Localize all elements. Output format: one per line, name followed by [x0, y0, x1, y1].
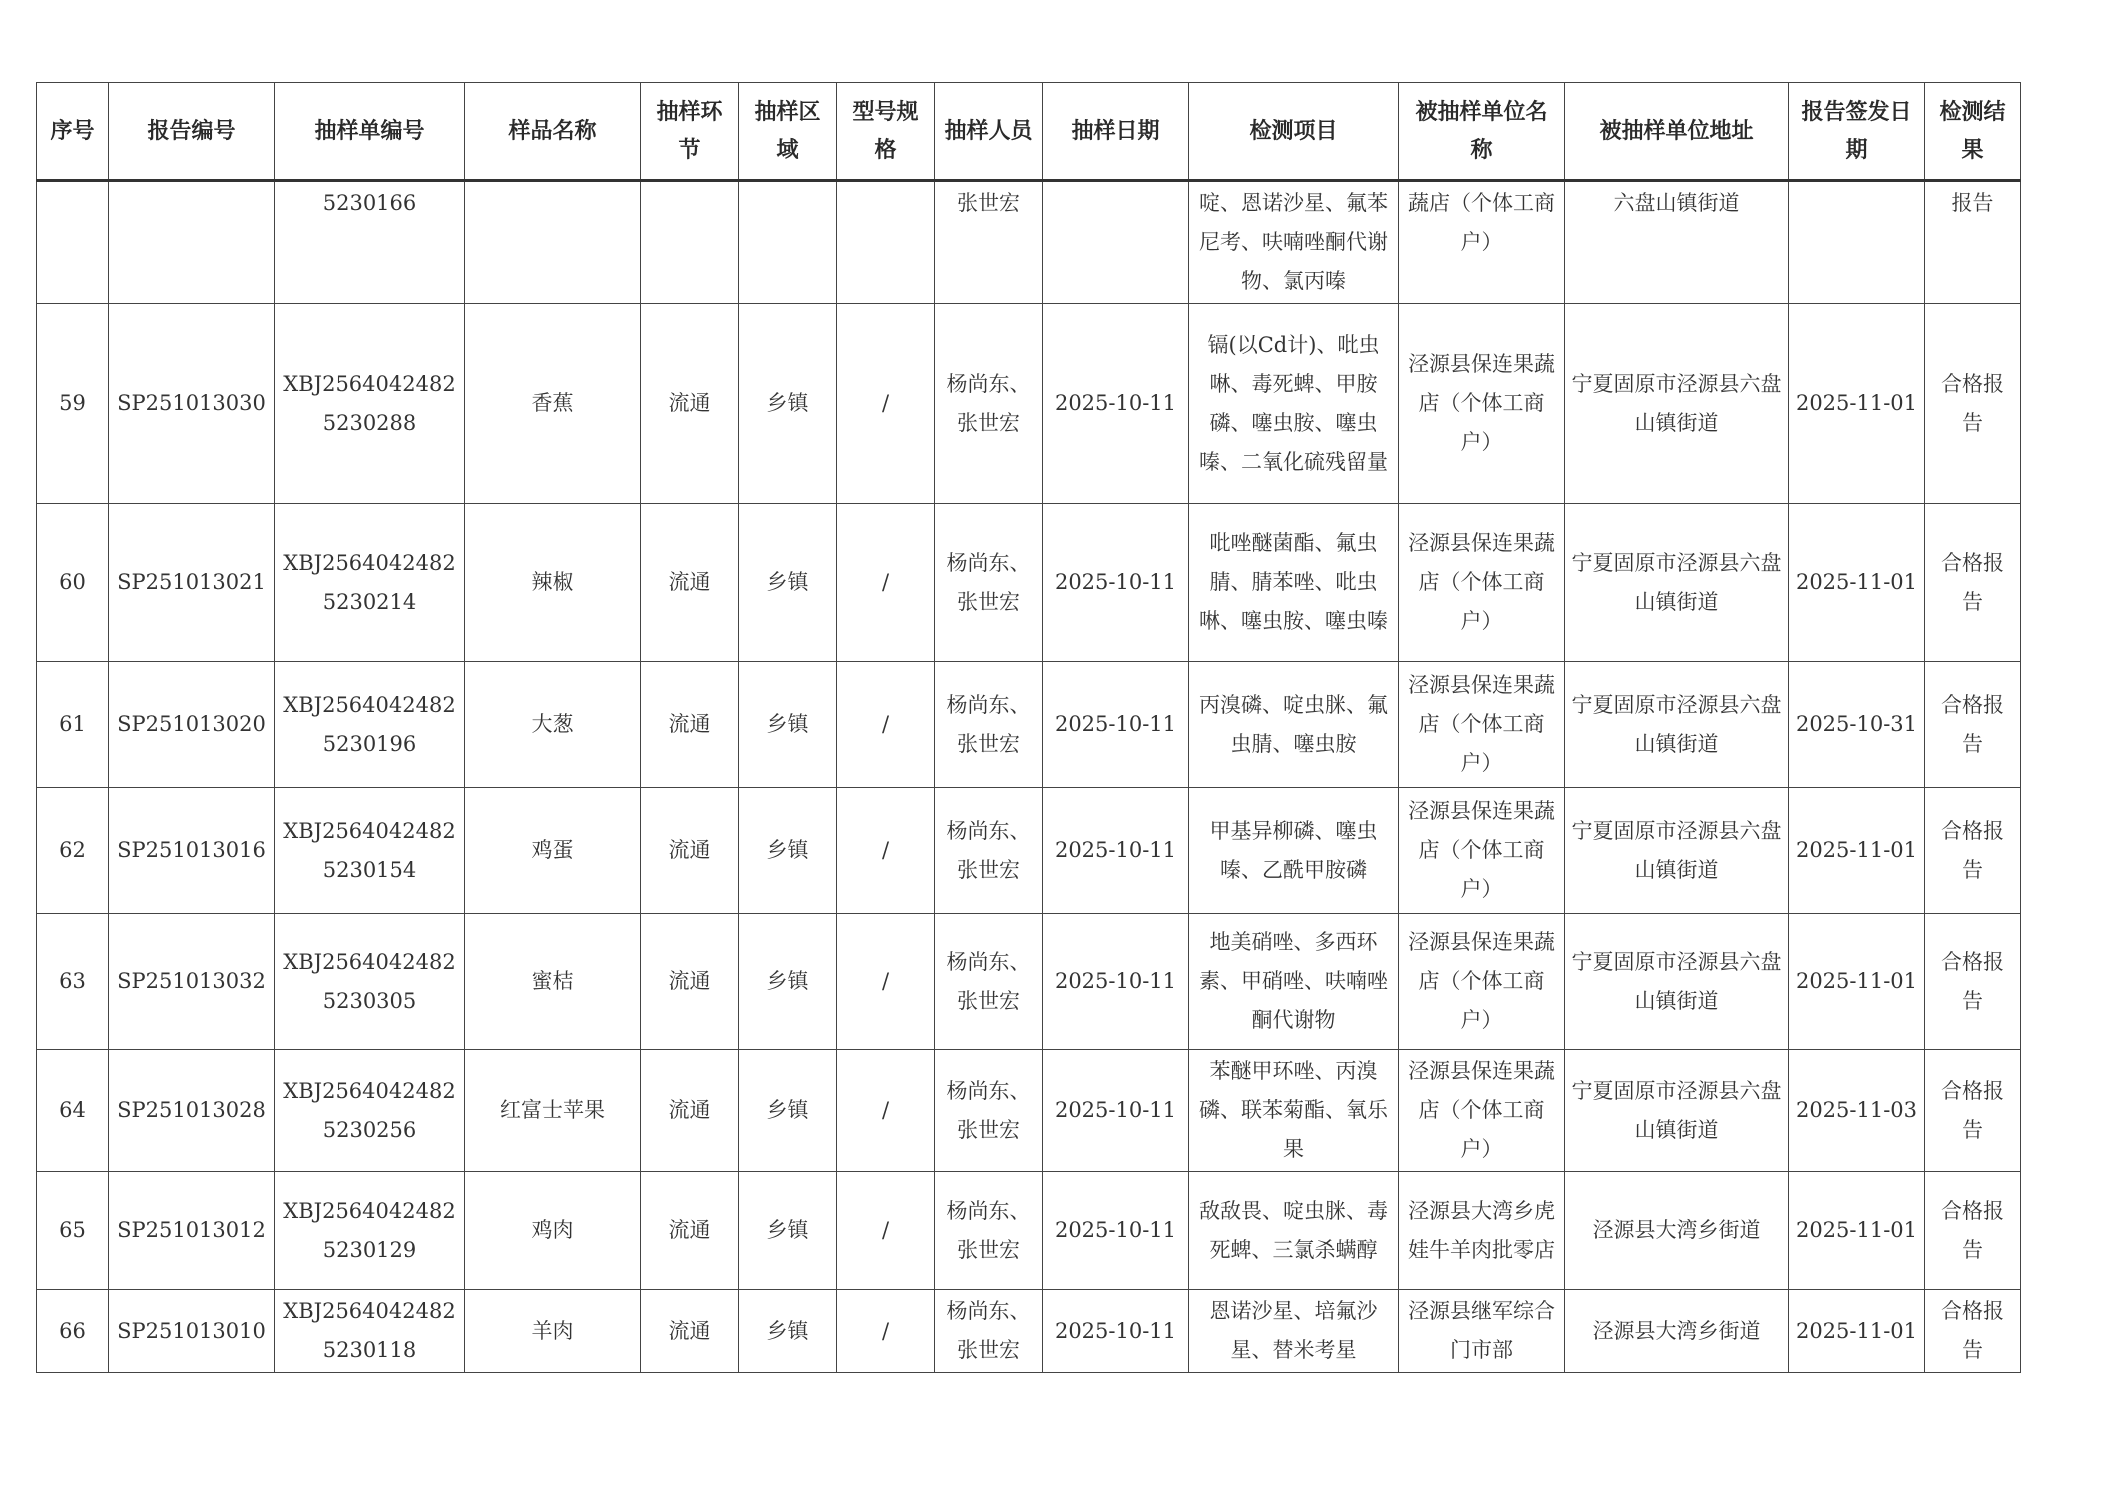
cell-report-no: SP251013032 — [109, 914, 275, 1050]
cell-report-no: SP251013021 — [109, 504, 275, 662]
header-stage: 抽样环节 — [641, 83, 739, 181]
inspection-results-sheet — [36, 82, 2020, 1373]
header-sample-name: 样品名称 — [465, 83, 641, 181]
cell-unit-name: 泾源县保连果蔬店（个体工商户） — [1399, 662, 1565, 788]
cell-issue-date: 2025-11-01 — [1789, 1290, 1925, 1373]
table-header — [37, 83, 2021, 181]
cell-issue-date — [1789, 181, 1925, 304]
header-unit-name: 被抽样单位名称 — [1399, 83, 1565, 181]
cell-issue-date: 2025-11-01 — [1789, 914, 1925, 1050]
cell-sample-name: 羊肉 — [465, 1290, 641, 1373]
cell-issue-date: 2025-10-31 — [1789, 662, 1925, 788]
table-body — [37, 181, 2021, 1373]
cell-stage: 流通 — [641, 504, 739, 662]
cell-unit-address: 宁夏固原市泾源县六盘山镇街道 — [1565, 662, 1789, 788]
cell-result: 合格报告 — [1925, 1050, 2021, 1172]
cell-sample-no: XBJ25640424825230256 — [275, 1050, 465, 1172]
cell-sampler: 张世宏 — [935, 181, 1043, 304]
cell-result: 合格报告 — [1925, 914, 2021, 1050]
cell-issue-date: 2025-11-03 — [1789, 1050, 1925, 1172]
cell-seq: 62 — [37, 788, 109, 914]
cell-date: 2025-10-11 — [1043, 1172, 1189, 1290]
cell-seq: 65 — [37, 1172, 109, 1290]
cell-stage: 流通 — [641, 1290, 739, 1373]
cell-result: 合格报告 — [1925, 788, 2021, 914]
cell-date: 2025-10-11 — [1043, 1290, 1189, 1373]
cell-unit-name: 泾源县保连果蔬店（个体工商户） — [1399, 304, 1565, 504]
cell-sample-no: 5230166 — [275, 181, 465, 304]
cell-stage — [641, 181, 739, 304]
cell-spec — [837, 181, 935, 304]
cell-area: 乡镇 — [739, 788, 837, 914]
cell-seq: 59 — [37, 304, 109, 504]
cell-result: 合格报告 — [1925, 504, 2021, 662]
cell-seq: 66 — [37, 1290, 109, 1373]
cell-sampler: 杨尚东、张世宏 — [935, 304, 1043, 504]
cell-stage: 流通 — [641, 1172, 739, 1290]
cell-result: 报告 — [1925, 181, 2021, 304]
cell-issue-date: 2025-11-01 — [1789, 788, 1925, 914]
cell-items: 甲基异柳磷、噻虫嗪、乙酰甲胺磷 — [1189, 788, 1399, 914]
cell-sample-name: 香蕉 — [465, 304, 641, 504]
cell-sampler: 杨尚东、张世宏 — [935, 1290, 1043, 1373]
cell-sampler: 杨尚东、张世宏 — [935, 788, 1043, 914]
cell-sampler: 杨尚东、张世宏 — [935, 504, 1043, 662]
inspection-table — [36, 82, 2021, 1373]
header-date: 抽样日期 — [1043, 83, 1189, 181]
cell-area: 乡镇 — [739, 1050, 837, 1172]
cell-sample-name: 辣椒 — [465, 504, 641, 662]
cell-seq: 63 — [37, 914, 109, 1050]
header-items: 检测项目 — [1189, 83, 1399, 181]
header-area: 抽样区域 — [739, 83, 837, 181]
cell-unit-name: 泾源县继军综合门市部 — [1399, 1290, 1565, 1373]
cell-sample-no: XBJ25640424825230214 — [275, 504, 465, 662]
header-issue-date: 报告签发日期 — [1789, 83, 1925, 181]
cell-items: 敌敌畏、啶虫脒、毒死蜱、三氯杀螨醇 — [1189, 1172, 1399, 1290]
cell-spec: / — [837, 788, 935, 914]
header-unit-address: 被抽样单位地址 — [1565, 83, 1789, 181]
cell-report-no: SP251013030 — [109, 304, 275, 504]
cell-sampler: 杨尚东、张世宏 — [935, 662, 1043, 788]
cell-items: 地美硝唑、多西环素、甲硝唑、呋喃唑酮代谢物 — [1189, 914, 1399, 1050]
cell-report-no: SP251013012 — [109, 1172, 275, 1290]
cell-result: 合格报告 — [1925, 304, 2021, 504]
cell-result: 合格报告 — [1925, 662, 2021, 788]
cell-unit-address: 泾源县大湾乡街道 — [1565, 1172, 1789, 1290]
cell-date — [1043, 181, 1189, 304]
cell-spec: / — [837, 1050, 935, 1172]
cell-unit-address: 泾源县大湾乡街道 — [1565, 1290, 1789, 1373]
table-row — [37, 1050, 2021, 1172]
cell-seq: 60 — [37, 504, 109, 662]
table-row — [37, 662, 2021, 788]
cell-unit-name: 泾源县保连果蔬店（个体工商户） — [1399, 504, 1565, 662]
table-row — [37, 1172, 2021, 1290]
cell-sample-no: XBJ25640424825230196 — [275, 662, 465, 788]
cell-items: 啶、恩诺沙星、氟苯尼考、呋喃唑酮代谢物、氯丙嗪 — [1189, 181, 1399, 304]
header-sample-no: 抽样单编号 — [275, 83, 465, 181]
cell-sample-name: 红富士苹果 — [465, 1050, 641, 1172]
cell-date: 2025-10-11 — [1043, 662, 1189, 788]
cell-report-no — [109, 181, 275, 304]
cell-unit-address: 宁夏固原市泾源县六盘山镇街道 — [1565, 1050, 1789, 1172]
cell-stage: 流通 — [641, 304, 739, 504]
cell-unit-address: 宁夏固原市泾源县六盘山镇街道 — [1565, 914, 1789, 1050]
cell-spec: / — [837, 1172, 935, 1290]
cell-issue-date: 2025-11-01 — [1789, 1172, 1925, 1290]
cell-sample-name: 大葱 — [465, 662, 641, 788]
cell-sampler: 杨尚东、张世宏 — [935, 914, 1043, 1050]
cell-sample-no: XBJ25640424825230305 — [275, 914, 465, 1050]
cell-stage: 流通 — [641, 662, 739, 788]
cell-area: 乡镇 — [739, 504, 837, 662]
cell-stage: 流通 — [641, 788, 739, 914]
cell-sample-no: XBJ25640424825230154 — [275, 788, 465, 914]
cell-stage: 流通 — [641, 1050, 739, 1172]
header-row — [37, 83, 2021, 181]
cell-result: 合格报告 — [1925, 1172, 2021, 1290]
cell-area: 乡镇 — [739, 1172, 837, 1290]
header-result: 检测结果 — [1925, 83, 2021, 181]
cell-area: 乡镇 — [739, 304, 837, 504]
cell-area: 乡镇 — [739, 914, 837, 1050]
cell-items: 吡唑醚菌酯、氟虫腈、腈苯唑、吡虫啉、噻虫胺、噻虫嗪 — [1189, 504, 1399, 662]
table-row — [37, 304, 2021, 504]
cell-items: 丙溴磷、啶虫脒、氟虫腈、噻虫胺 — [1189, 662, 1399, 788]
cell-sampler: 杨尚东、张世宏 — [935, 1050, 1043, 1172]
cell-sample-no: XBJ25640424825230288 — [275, 304, 465, 504]
table-row — [37, 914, 2021, 1050]
cell-date: 2025-10-11 — [1043, 788, 1189, 914]
cell-result: 合格报告 — [1925, 1290, 2021, 1373]
cell-unit-address: 宁夏固原市泾源县六盘山镇街道 — [1565, 788, 1789, 914]
table-row — [37, 788, 2021, 914]
header-sampler: 抽样人员 — [935, 83, 1043, 181]
cell-seq — [37, 181, 109, 304]
header-spec: 型号规格 — [837, 83, 935, 181]
cell-unit-address: 六盘山镇街道 — [1565, 181, 1789, 304]
cell-issue-date: 2025-11-01 — [1789, 504, 1925, 662]
cell-report-no: SP251013028 — [109, 1050, 275, 1172]
cell-report-no: SP251013016 — [109, 788, 275, 914]
cell-sample-no: XBJ25640424825230118 — [275, 1290, 465, 1373]
cell-sample-name: 鸡蛋 — [465, 788, 641, 914]
cell-items: 苯醚甲环唑、丙溴磷、联苯菊酯、氧乐果 — [1189, 1050, 1399, 1172]
cell-date: 2025-10-11 — [1043, 504, 1189, 662]
cell-date: 2025-10-11 — [1043, 1050, 1189, 1172]
table-row — [37, 504, 2021, 662]
cell-unit-name: 泾源县大湾乡虎娃牛羊肉批零店 — [1399, 1172, 1565, 1290]
cell-spec: / — [837, 662, 935, 788]
cell-spec: / — [837, 914, 935, 1050]
cell-unit-name: 蔬店（个体工商户） — [1399, 181, 1565, 304]
header-report-no: 报告编号 — [109, 83, 275, 181]
cell-area — [739, 181, 837, 304]
cell-unit-address: 宁夏固原市泾源县六盘山镇街道 — [1565, 304, 1789, 504]
cell-unit-name: 泾源县保连果蔬店（个体工商户） — [1399, 1050, 1565, 1172]
cell-area: 乡镇 — [739, 662, 837, 788]
cell-report-no: SP251013010 — [109, 1290, 275, 1373]
cell-items: 恩诺沙星、培氟沙星、替米考星 — [1189, 1290, 1399, 1373]
cell-sampler: 杨尚东、张世宏 — [935, 1172, 1043, 1290]
table-row — [37, 1290, 2021, 1373]
cell-unit-name: 泾源县保连果蔬店（个体工商户） — [1399, 914, 1565, 1050]
cell-seq: 64 — [37, 1050, 109, 1172]
cell-sample-name: 鸡肉 — [465, 1172, 641, 1290]
cell-report-no: SP251013020 — [109, 662, 275, 788]
cell-unit-address: 宁夏固原市泾源县六盘山镇街道 — [1565, 504, 1789, 662]
cell-sample-no: XBJ25640424825230129 — [275, 1172, 465, 1290]
cell-spec: / — [837, 304, 935, 504]
cell-spec: / — [837, 504, 935, 662]
header-seq: 序号 — [37, 83, 109, 181]
cell-area: 乡镇 — [739, 1290, 837, 1373]
cell-sample-name: 蜜桔 — [465, 914, 641, 1050]
cell-stage: 流通 — [641, 914, 739, 1050]
cell-seq: 61 — [37, 662, 109, 788]
cell-date: 2025-10-11 — [1043, 914, 1189, 1050]
cell-date: 2025-10-11 — [1043, 304, 1189, 504]
continuation-row — [37, 181, 2021, 304]
cell-spec: / — [837, 1290, 935, 1373]
cell-items: 镉(以Cd计)、吡虫啉、毒死蜱、甲胺磷、噻虫胺、噻虫嗪、二氧化硫残留量 — [1189, 304, 1399, 504]
cell-issue-date: 2025-11-01 — [1789, 304, 1925, 504]
cell-unit-name: 泾源县保连果蔬店（个体工商户） — [1399, 788, 1565, 914]
cell-sample-name — [465, 181, 641, 304]
